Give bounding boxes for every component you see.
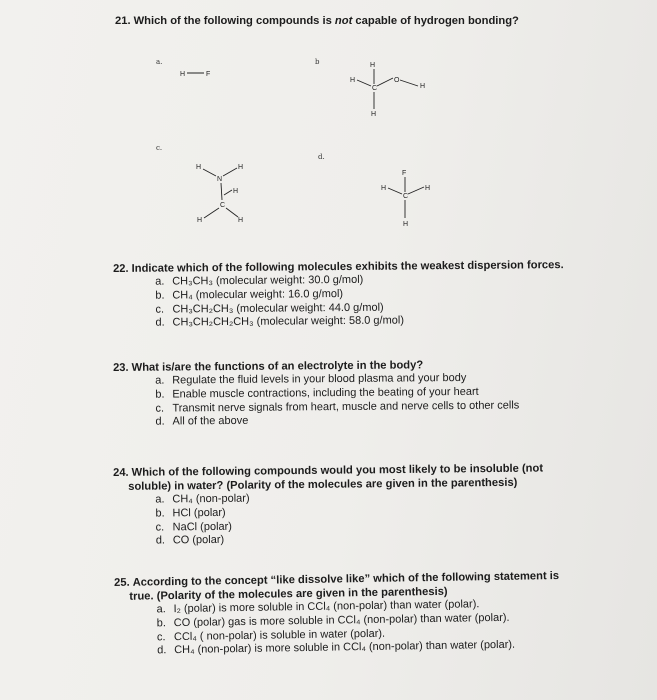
structure-d-fluoromethane	[372, 166, 442, 230]
option-letter: a.	[155, 493, 165, 506]
option-text: Regulate the fluid levels in your blood plasma and your body	[172, 371, 467, 387]
atom-h: H	[425, 185, 431, 192]
bond	[204, 208, 219, 218]
option-letter: d.	[155, 415, 165, 429]
question-number: 25.	[114, 576, 130, 589]
question-21	[115, 14, 519, 28]
option-text: CH₄ (non-polar) is more soluble in CCl₄ (non-polar) than water (polar).	[174, 639, 516, 657]
prompt-text: soluble) in water? (Polarity of the molecules are given in the parenthesis)	[128, 476, 518, 493]
bond	[400, 80, 418, 86]
option-letter: c.	[155, 402, 165, 415]
atom-h: H	[403, 221, 409, 228]
option-letter: d.	[155, 316, 165, 330]
option-text: HCl (polar)	[172, 506, 226, 520]
bond	[388, 188, 402, 194]
atom-n: N	[217, 176, 223, 183]
prompt-text: Indicate which of the following molecules exhibits the weakest dispersion forces.	[131, 259, 564, 275]
atom-h: H	[238, 217, 244, 224]
atom-h: H	[180, 71, 186, 78]
option-text: I₂ (polar) is more soluble in CCl₄ (non-polar) than water (polar).	[173, 598, 480, 616]
option-d[interactable]	[156, 531, 544, 549]
bond	[226, 208, 238, 217]
atom-h: H	[350, 77, 356, 84]
bond	[223, 168, 237, 176]
option-text: Enable muscle contractions, including the beating of your heart	[172, 385, 479, 401]
prompt-text: What is/are the functions of an electrolyte in the body?	[131, 359, 424, 374]
atom-h: H	[197, 217, 203, 224]
atom-h: H	[371, 111, 377, 118]
option-letter: b.	[156, 616, 167, 630]
atom-c: C	[372, 85, 378, 92]
prompt-text: According to the concept “like dissolve like” which of the following statement is	[132, 570, 560, 589]
question-25-options	[156, 597, 560, 659]
option-text: NaCl (polar)	[172, 520, 232, 533]
option-letter: c.	[156, 630, 166, 643]
question-22	[113, 258, 564, 331]
question-number: 23.	[113, 361, 129, 374]
option-label-a: a.	[156, 58, 163, 66]
question-24-prompt	[113, 461, 543, 494]
bond	[224, 190, 232, 195]
question-number: 24.	[113, 466, 129, 479]
atom-f: F	[402, 170, 407, 177]
question-24	[113, 461, 544, 549]
question-23	[113, 357, 519, 430]
prompt-text: true. (Polarity of the molecules are given in the parenthesis)	[129, 585, 448, 603]
question-number: 21.	[115, 15, 131, 27]
question-25	[114, 569, 560, 659]
prompt-text: capable of hydrogen bonding?	[352, 15, 519, 27]
question-22-options	[155, 272, 564, 331]
bond	[408, 187, 424, 194]
question-24-options	[155, 489, 544, 548]
question-23-options	[155, 371, 519, 429]
bond	[377, 78, 393, 86]
prompt-text: Which of the following compounds would you most likely to be insoluble (not	[131, 462, 544, 479]
option-text: CO (polar) gas is more soluble in CCl₄ (non-polar) than water (polar).	[173, 611, 510, 629]
atom-h: H	[233, 188, 239, 195]
option-label-d: d.	[318, 153, 325, 161]
atom-h: H	[381, 185, 387, 192]
option-text: Transmit nerve signals from heart, muscle and nerve cells to other cells	[172, 399, 520, 415]
option-letter: a.	[155, 374, 165, 387]
atom-h: H	[238, 164, 244, 171]
option-letter: b.	[155, 289, 165, 302]
question-number: 22.	[113, 262, 129, 275]
option-letter: b.	[155, 507, 165, 520]
option-d[interactable]	[155, 313, 564, 330]
option-text: CH₄ (non-polar)	[172, 492, 250, 506]
option-letter: d.	[157, 644, 167, 657]
structure-a-hydrogen-fluoride	[170, 66, 230, 82]
atom-o: O	[394, 77, 400, 84]
option-letter: a.	[155, 275, 165, 288]
atom-h: H	[420, 83, 426, 90]
option-text: CH₃CH₂CH₂CH₃ (molecular weight: 58.0 g/mol)	[172, 314, 405, 329]
bond	[221, 183, 222, 200]
option-letter: b.	[155, 388, 165, 401]
atom-c: C	[220, 202, 226, 209]
prompt-text: Which of the following compounds is	[133, 15, 335, 27]
bond	[357, 80, 371, 86]
structure-c-methylamine	[190, 157, 260, 229]
option-text: All of the above	[172, 415, 249, 428]
option-text: CH₃CH₃ (molecular weight: 30.0 g/mol)	[172, 273, 364, 288]
option-text: CCl₄ ( non-polar) is soluble in water (polar).	[173, 627, 386, 643]
bond	[203, 169, 216, 176]
option-text: CH₄ (molecular weight: 16.0 g/mol)	[172, 287, 344, 302]
option-label-c: c.	[156, 144, 163, 152]
option-label-b: b	[315, 58, 320, 66]
option-letter: a.	[156, 603, 166, 616]
atom-f: F	[206, 71, 211, 78]
option-letter: d.	[155, 534, 166, 547]
option-text: CH₃CH₂CH₃ (molecular weight: 44.0 g/mol)	[172, 301, 384, 316]
question-21-prompt	[115, 14, 519, 28]
option-letter: c.	[155, 521, 165, 534]
atom-c: C	[403, 193, 409, 200]
atom-h: H	[196, 164, 202, 171]
option-text: CO (polar)	[172, 534, 225, 547]
prompt-emphasis: not	[334, 15, 353, 27]
structure-b-methanol	[340, 58, 435, 120]
option-d[interactable]	[155, 413, 519, 430]
atom-h: H	[370, 62, 376, 69]
option-letter: c.	[155, 303, 165, 316]
